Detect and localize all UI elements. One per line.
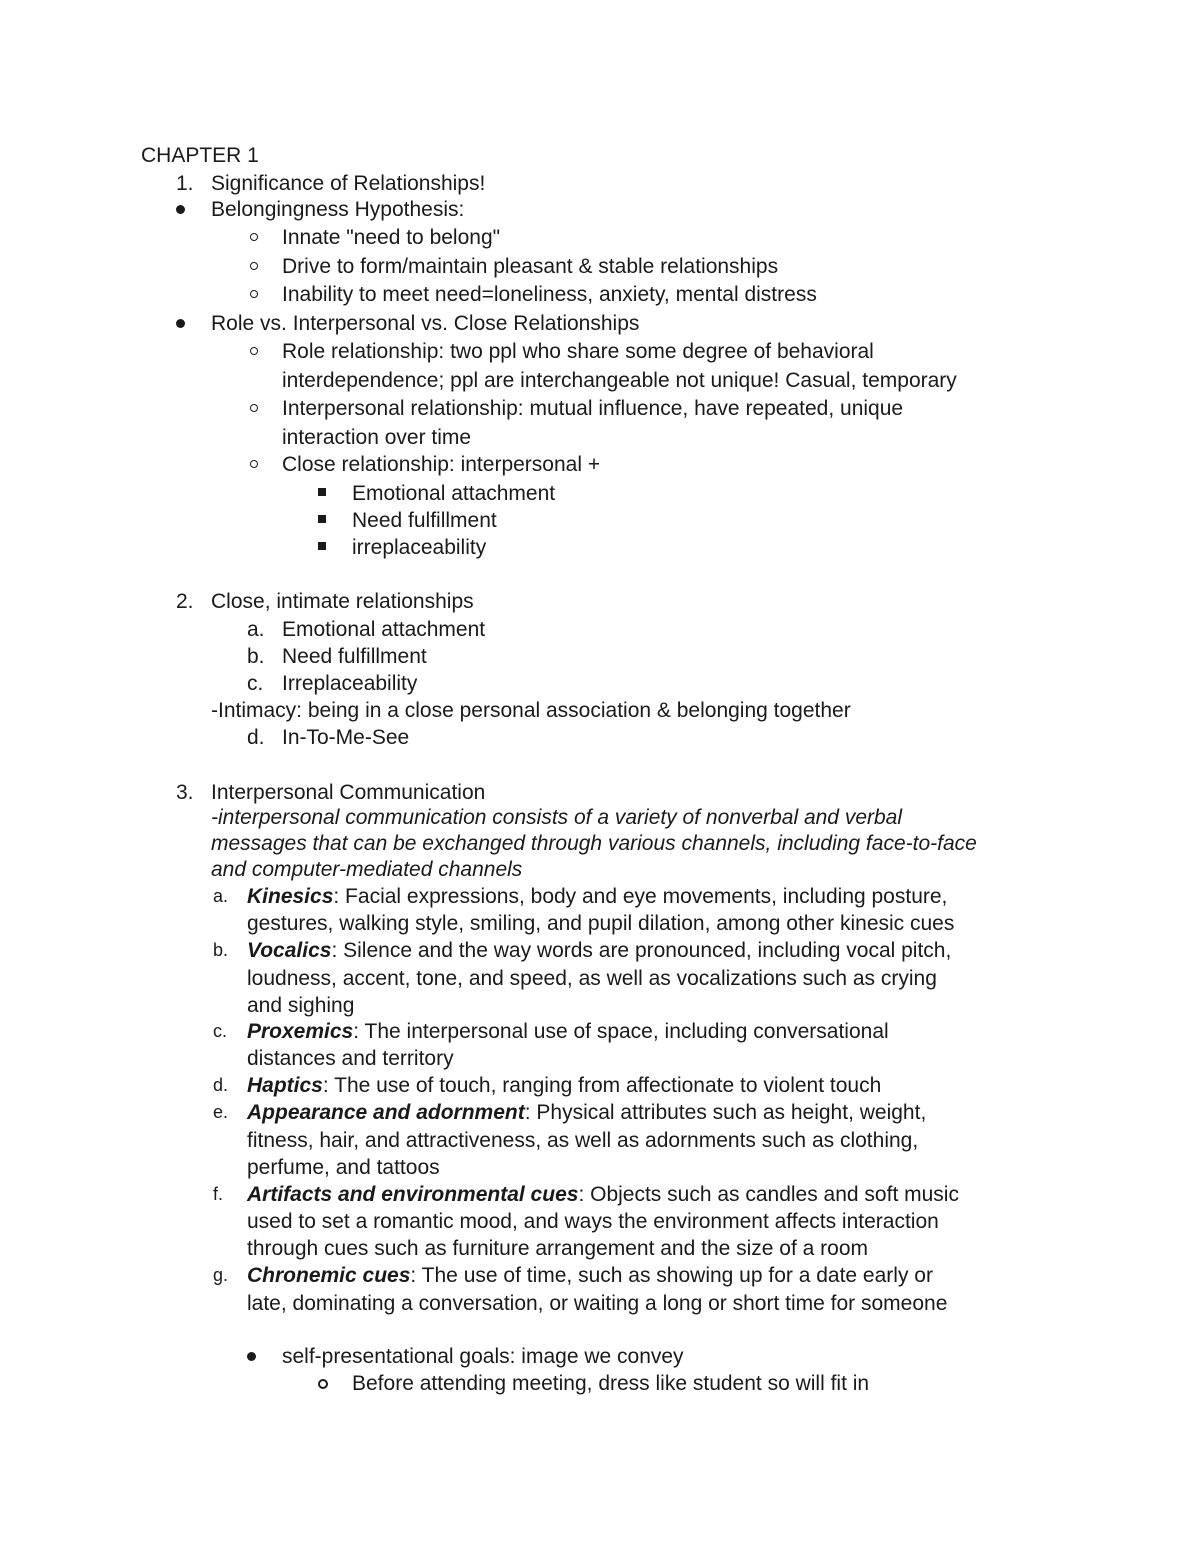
square-bullet-icon <box>318 542 326 550</box>
bullet-icon <box>176 319 185 328</box>
section-2-number: 2. <box>176 590 194 613</box>
belongingness-item: Innate "need to belong" <box>282 226 501 249</box>
cue-line: used to set a romantic mood, and ways the environment affects interaction <box>247 1210 939 1233</box>
list-marker: d. <box>247 726 265 749</box>
cue-line <box>247 1181 959 1208</box>
close-item: Emotional attachment <box>352 482 556 505</box>
cue-text: : Facial expressions, body and eye movements, including posture, <box>333 885 948 908</box>
interpersonal-relationship-line: Interpersonal relationship: mutual influence, have repeated, unique <box>282 397 904 420</box>
cue-line <box>247 1072 881 1099</box>
cue-line: gestures, walking style, smiling, and pupil dilation, among other kinesic cues <box>247 912 955 935</box>
list-marker: d. <box>213 1075 229 1095</box>
definition-line: and computer-mediated channels <box>211 858 523 881</box>
square-bullet-icon <box>318 488 326 496</box>
cue-line <box>247 1099 926 1126</box>
belongingness-label: Belongingness Hypothesis: <box>211 198 465 221</box>
cue-term: Chronemic cues <box>247 1264 411 1287</box>
cue-text: : The use of time, such as showing up for a date early or <box>410 1264 933 1287</box>
close-relationship-line: Close relationship: interpersonal + <box>282 453 601 476</box>
circle-bullet-icon <box>250 262 258 270</box>
circle-bullet-icon <box>250 347 258 355</box>
cue-line: loudness, accent, tone, and speed, as well as vocalizations such as crying <box>247 967 937 990</box>
list-marker: a. <box>247 618 265 641</box>
cue-line: through cues such as furniture arrangement and the size of a room <box>247 1237 869 1260</box>
cue-text: : Physical attributes such as height, weight, <box>524 1101 927 1124</box>
definition-line: -interpersonal communication consists of a variety of nonverbal and verbal <box>211 806 903 829</box>
circle-bullet-icon <box>250 404 258 412</box>
section-1-number: 1. <box>176 172 194 195</box>
cue-text: : Silence and the way words are pronounced, including vocal pitch, <box>331 939 952 962</box>
cue-line <box>247 937 951 964</box>
role-relationship-line: interdependence; ppl are interchangeable not unique! Casual, temporary <box>282 369 957 392</box>
list-marker: c. <box>247 672 264 695</box>
list-marker: b. <box>247 645 265 668</box>
list-item: Emotional attachment <box>282 618 486 641</box>
list-marker: b. <box>213 940 229 960</box>
belongingness-item: Drive to form/maintain pleasant & stable relationships <box>282 255 779 278</box>
definition-line: messages that can be exchanged through various channels, including face-to-face <box>211 832 977 855</box>
circle-bullet-icon <box>318 1379 328 1389</box>
chapter-title: CHAPTER 1 <box>141 144 259 167</box>
close-item: irreplaceability <box>352 536 487 559</box>
bullet-icon <box>176 205 185 214</box>
circle-bullet-icon <box>250 460 258 468</box>
cue-text: : The use of touch, ranging from affectionate to violent touch <box>322 1074 882 1097</box>
section-3-number: 3. <box>176 781 194 804</box>
cue-line: perfume, and tattoos <box>247 1156 440 1179</box>
cue-line <box>247 1018 889 1045</box>
bullet-icon <box>247 1352 256 1361</box>
section-3-title: Interpersonal Communication <box>211 781 486 804</box>
cue-term: Appearance and adornment <box>247 1101 525 1124</box>
cue-line: distances and territory <box>247 1047 454 1070</box>
cue-line: and sighing <box>247 994 355 1017</box>
circle-bullet-icon <box>250 233 258 241</box>
section-2-title: Close, intimate relationships <box>211 590 474 613</box>
list-item: Irreplaceability <box>282 672 418 695</box>
relationships-label: Role vs. Interpersonal vs. Close Relationships <box>211 312 640 335</box>
square-bullet-icon <box>318 515 326 523</box>
cue-line <box>247 883 947 910</box>
list-item: Need fulfillment <box>282 645 427 668</box>
cue-text: : Objects such as candles and soft music <box>578 1183 959 1206</box>
list-item: In-To-Me-See <box>282 726 410 749</box>
cue-line <box>247 1262 933 1289</box>
cue-line: late, dominating a conversation, or waiting a long or short time for someone <box>247 1292 948 1315</box>
list-marker: g. <box>213 1265 229 1285</box>
self-presentation-line: self-presentational goals: image we convey <box>282 1345 684 1368</box>
circle-bullet-icon <box>250 290 258 298</box>
belongingness-item: Inability to meet need=loneliness, anxiety, mental distress <box>282 283 817 306</box>
self-presentation-sub-line: Before attending meeting, dress like student so will fit in <box>352 1372 870 1395</box>
cue-term: Vocalics <box>247 939 332 962</box>
cue-term: Proxemics <box>247 1020 354 1043</box>
section-1-title: Significance of Relationships! <box>211 172 486 195</box>
list-marker: f. <box>213 1184 224 1204</box>
list-marker: a. <box>213 886 229 906</box>
list-marker: e. <box>213 1102 229 1122</box>
interpersonal-relationship-line: interaction over time <box>282 426 472 449</box>
list-marker: c. <box>213 1021 228 1041</box>
intimacy-definition: -Intimacy: being in a close personal association & belonging together <box>211 699 851 722</box>
cue-line: fitness, hair, and attractiveness, as well as adornments such as clothing, <box>247 1129 919 1152</box>
role-relationship-line: Role relationship: two ppl who share some degree of behavioral <box>282 340 874 363</box>
cue-term: Haptics <box>247 1074 323 1097</box>
cue-text: : The interpersonal use of space, including conversational <box>353 1020 889 1043</box>
cue-term: Kinesics <box>247 885 334 908</box>
cue-term: Artifacts and environmental cues <box>247 1183 579 1206</box>
close-item: Need fulfillment <box>352 509 497 532</box>
